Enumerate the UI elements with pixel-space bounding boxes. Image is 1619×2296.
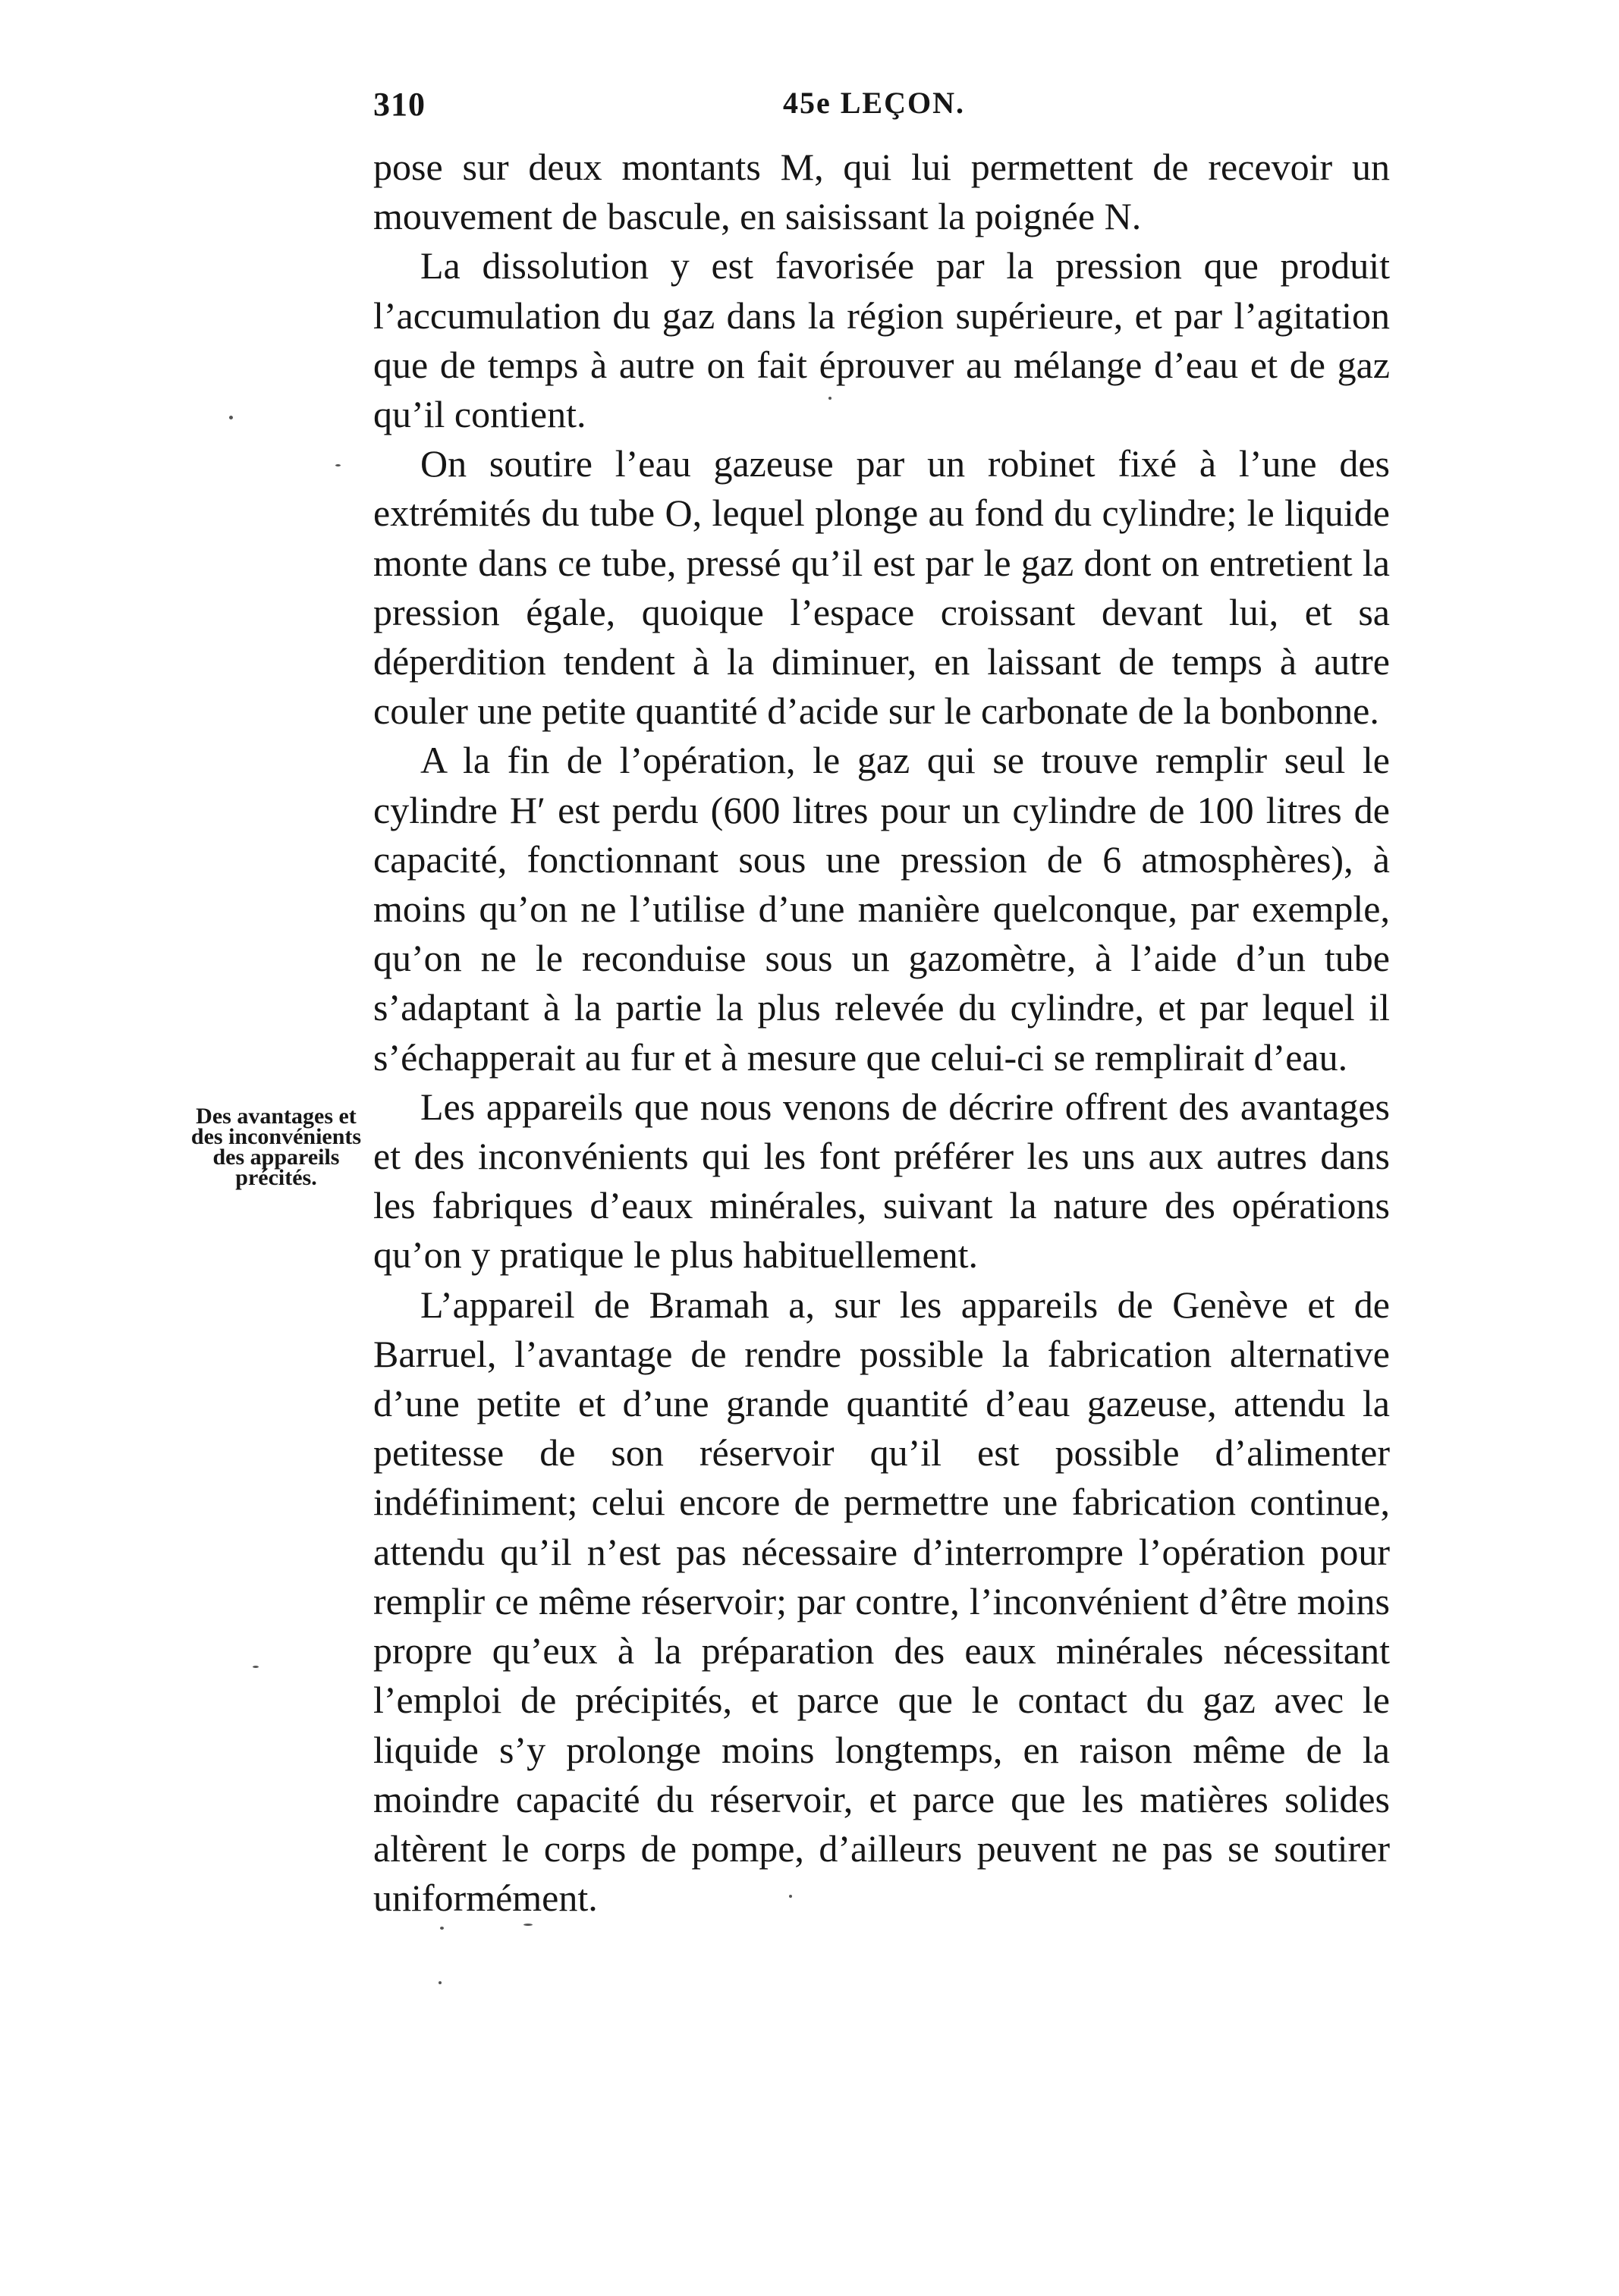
- scan-speck: [439, 1981, 442, 1984]
- scan-speck: [789, 1895, 792, 1898]
- body-text: [373, 143, 1390, 1923]
- scan-speck: [440, 1927, 444, 1930]
- scan-speck: [335, 464, 341, 466]
- paragraph-1: pose sur deux montants M, qui lui permettent de recevoir un mouvement de bascule, en saisissant la poignée N.: [373, 146, 1390, 238]
- scan-speck: [229, 416, 233, 419]
- paragraph-6: L’appareil de Bramah a, sur les appareils de Genève et de Barruel, l’avantage de rendre possible la fabrication alternative d’une petite et d’une grande quantité d’eau gazeuse, attendu la petitesse de son réservoir qu’il est possible d’alimenter indéfiniment; celui encore de permettre une fabrication continue, attendu qu’il n’est pas nécessaire d’interrompre l’opération pour remplir ce même réservoir; par contre, l’inconvénient d’être moins propre qu’eux à la préparation des eaux minérales nécessitant l’emploi de précipités, et parce que le contact du gaz avec le liquide s’y prolonge moins longtemps, en raison même de la moindre capacité du réservoir, et parce que les matières solides altèrent le corps de pompe, d’ailleurs peuvent ne pas se soutirer uniformément.: [373, 1283, 1390, 1920]
- running-title: 45e LEÇON.: [783, 86, 965, 120]
- paragraph-3: On soutire l’eau gazeuse par un robinet fixé à l’une des extrémités du tube O, lequel plonge au fond du cylindre; le liquide monte dans ce tube, pressé qu’il est par le gaz dont on entretient la pression égale, quoique l’espace croissant devant lui, et sa déperdition tendent à la diminuer, en laissant de temps à autre couler une petite quantité d’acide sur le carbonate de la bonbonne.: [373, 442, 1390, 733]
- scan-speck: [253, 1666, 259, 1668]
- paragraph-2: La dissolution y est favorisée par la pression que produit l’accumulation du gaz dans la région supérieure, et par l’agitation que de temps à autre on fait éprouver au mélange d’eau et de gaz qu’il contient.: [373, 244, 1390, 436]
- page-number: 310: [373, 86, 426, 123]
- running-head: [373, 85, 1390, 130]
- margin-note: Des avantages et des inconvénients des appareils précités.: [190, 1104, 362, 1190]
- scan-speck: [828, 397, 832, 400]
- paragraph-5: Les appareils que nous venons de décrire offrent des avantages et des inconvénients qui les font préférer les uns aux autres dans les fabriques d’eaux minérales, suivant la nature des opérations qu’on y pratique le plus habituellement.: [373, 1085, 1390, 1277]
- scan-speck: [523, 1924, 533, 1926]
- paragraph-4: A la fin de l’opération, le gaz qui se trouve remplir seul le cylindre H′ est perdu (600 litres pour un cylindre de 100 litres de capacité, fonctionnant sous une pression de 6 atmosphères), à moins qu’on ne l’utilise d’une manière quelconque, par exemple, qu’on ne le reconduise sous un gazomètre, à l’aide d’un tube s’adaptant à la partie la plus relevée du cylindre, et par lequel il s’échapperait au fur et à mesure que celui-ci se remplirait d’eau.: [373, 739, 1390, 1079]
